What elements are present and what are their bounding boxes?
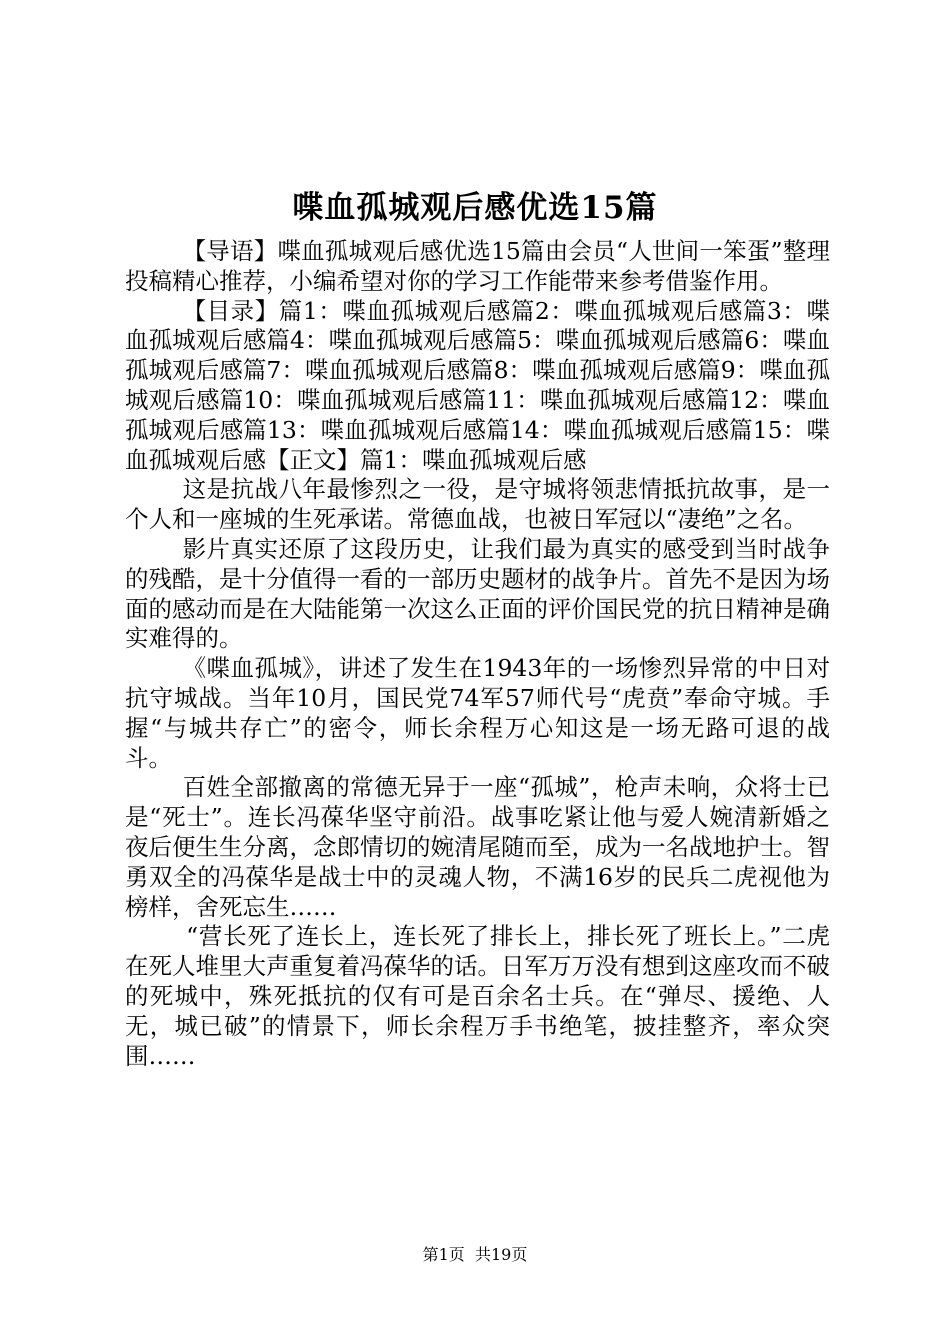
body-paragraph: 这是抗战八年最惨烈之一役，是守城将领悲情抵抗故事，是一个人和一座城的生死承诺。常德血战，也被日军冠以“凄绝”之名。 [125, 475, 830, 534]
page-total: 共19页 [474, 1245, 528, 1264]
body-paragraph: “营长死了连长上，连长死了排长上，排长死了班长上。”二虎在死人堆里大声重复着冯葆华的话。日军万万没有想到这座攻而不破的死城中，殊死抵抗的仅有可是百余名士兵。在“弹尽、援绝、人无，城已破”的情景下，师长余程万手书绝笔，披挂整齐，率众突围…… [125, 922, 830, 1070]
body-paragraph: 《喋血孤城》，讲述了发生在1943年的一场惨烈异常的中日对抗守城战。当年10月，国民党74军57师代号“虎贲”奉命守城。手握“与城共存亡”的密令，师长余程万心知这是一场无路可退的战斗。 [125, 654, 830, 772]
table-of-contents-paragraph: 【目录】篇1：喋血孤城观后感篇2：喋血孤城观后感篇3：喋血孤城观后感篇4：喋血孤城观后感篇5：喋血孤城观后感篇6：喋血孤城观后感篇7：喋血孤城观后感篇8：喋血孤城观后感篇9：喋血孤城观后感篇10：喋血孤城观后感篇11：喋血孤城观后感篇12：喋血孤城观后感篇13：喋血孤城观后感篇14：喋血孤城观后感篇15：喋血孤城观后感【正文】篇1：喋血孤城观后感 [125, 296, 830, 474]
intro-paragraph: 【导语】喋血孤城观后感优选15篇由会员“人世间一笨蛋”整理投稿精心推荐，小编希望对你的学习工作能带来参考借鉴作用。 [125, 237, 830, 295]
document-body [125, 237, 830, 1071]
page-number: 第1页 [422, 1245, 465, 1264]
document-title: 喋血孤城观后感优选15篇 [292, 190, 658, 226]
page-footer [0, 1244, 950, 1266]
body-paragraph: 百姓全部撤离的常德无异于一座“孤城”，枪声未响，众将士已是“死士”。连长冯葆华坚守前沿。战事吃紧让他与爱人婉清新婚之夜后便生生分离，念郎情切的婉清尾随而至，成为一名战地护士。智勇双全的冯葆华是战士中的灵魂人物，不满16岁的民兵二虎视他为榜样，舍死忘生…… [125, 773, 830, 921]
body-paragraph: 影片真实还原了这段历史，让我们最为真实的感受到当时战争的残酷，是十分值得一看的一部历史题材的战争片。首先不是因为场面的感动而是在大陆能第一次这么正面的评价国民党的抗日精神是确实难得的。 [125, 534, 830, 653]
